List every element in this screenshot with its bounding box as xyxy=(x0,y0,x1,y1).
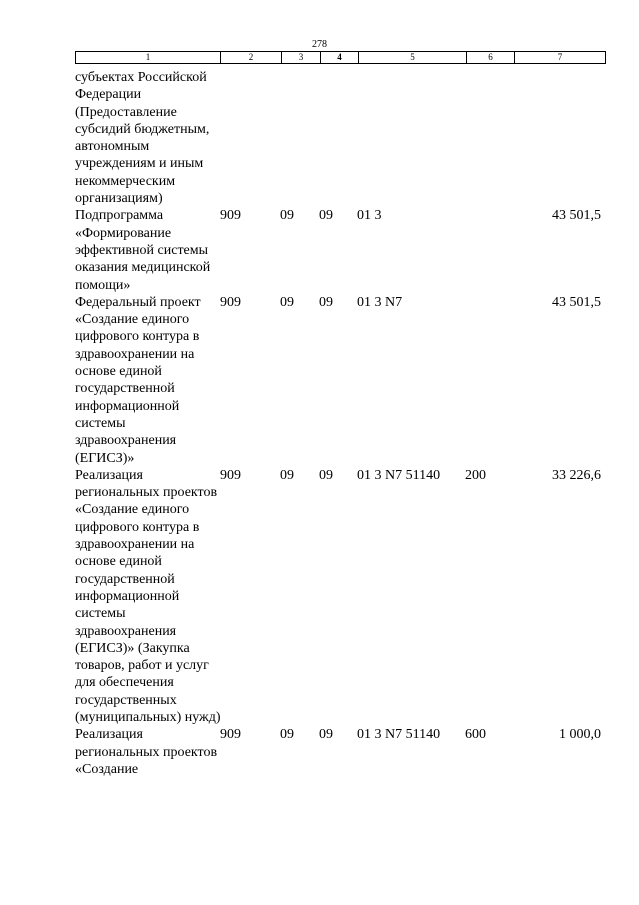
column-number-5: 5 xyxy=(359,52,467,64)
subsection-code: 09 xyxy=(319,294,333,310)
column-number-6: 6 xyxy=(467,52,515,64)
target-article-code: 01 3 xyxy=(357,208,382,224)
section-code: 09 xyxy=(280,467,294,483)
table-row xyxy=(75,207,605,293)
subsection-code: 09 xyxy=(319,208,333,224)
table-row xyxy=(75,726,605,778)
target-article-code: 01 3 N7 51140 xyxy=(357,727,441,743)
expense-type-code: 600 xyxy=(465,727,486,743)
section-code: 09 xyxy=(280,727,294,743)
ministry-code: 909 xyxy=(220,467,241,483)
column-number-1: 1 xyxy=(76,52,221,64)
table-row xyxy=(75,467,605,726)
row-name: Подпрограмма «Формирование эффективной системы оказания медицинской помощи» xyxy=(75,208,211,293)
column-number-3: 3 xyxy=(282,52,321,64)
amount: 33 226,6 xyxy=(552,467,601,483)
expense-type-code: 200 xyxy=(465,467,486,483)
section-code: 09 xyxy=(280,208,294,224)
section-code: 09 xyxy=(280,294,294,310)
amount: 43 501,5 xyxy=(552,208,601,224)
table-row xyxy=(75,294,605,467)
ministry-code: 909 xyxy=(220,208,241,224)
ministry-code: 909 xyxy=(220,727,241,743)
target-article-code: 01 3 N7 51140 xyxy=(357,467,441,483)
subsection-code: 09 xyxy=(319,467,333,483)
row-name: субъектах Российской Федерации (Предоставление субсидий бюджетным, автономным учреждениям и иным некоммерческим организациям) xyxy=(75,70,210,207)
column-number-2: 2 xyxy=(221,52,282,64)
amount: 43 501,5 xyxy=(552,294,601,310)
row-name: Федеральный проект «Создание единого цифрового контура в здравоохранении на основе единой государственной информационной системы здравоохранения (ЕГИСЗ)» xyxy=(75,294,201,466)
budget-table-body xyxy=(75,69,605,778)
row-name: Реализация региональных проектов «Создание единого цифрового контура в здравоохранении на основе единой государственной информационной системы здравоохранения (ЕГИСЗ)» (Закупка товаров, работ и услуг для обеспечения государственных (муниципальных) нужд) xyxy=(75,467,221,725)
page-number: 278 xyxy=(312,39,327,50)
row-name: Реализация региональных проектов «Создание xyxy=(75,727,218,777)
ministry-code: 909 xyxy=(220,294,241,310)
column-number-header xyxy=(75,51,606,64)
column-number-7: 7 xyxy=(515,52,606,64)
target-article-code: 01 3 N7 xyxy=(357,294,403,310)
column-number-4: 4 xyxy=(321,52,359,64)
subsection-code: 09 xyxy=(319,727,333,743)
table-row xyxy=(75,69,218,207)
amount: 1 000,0 xyxy=(559,727,601,743)
